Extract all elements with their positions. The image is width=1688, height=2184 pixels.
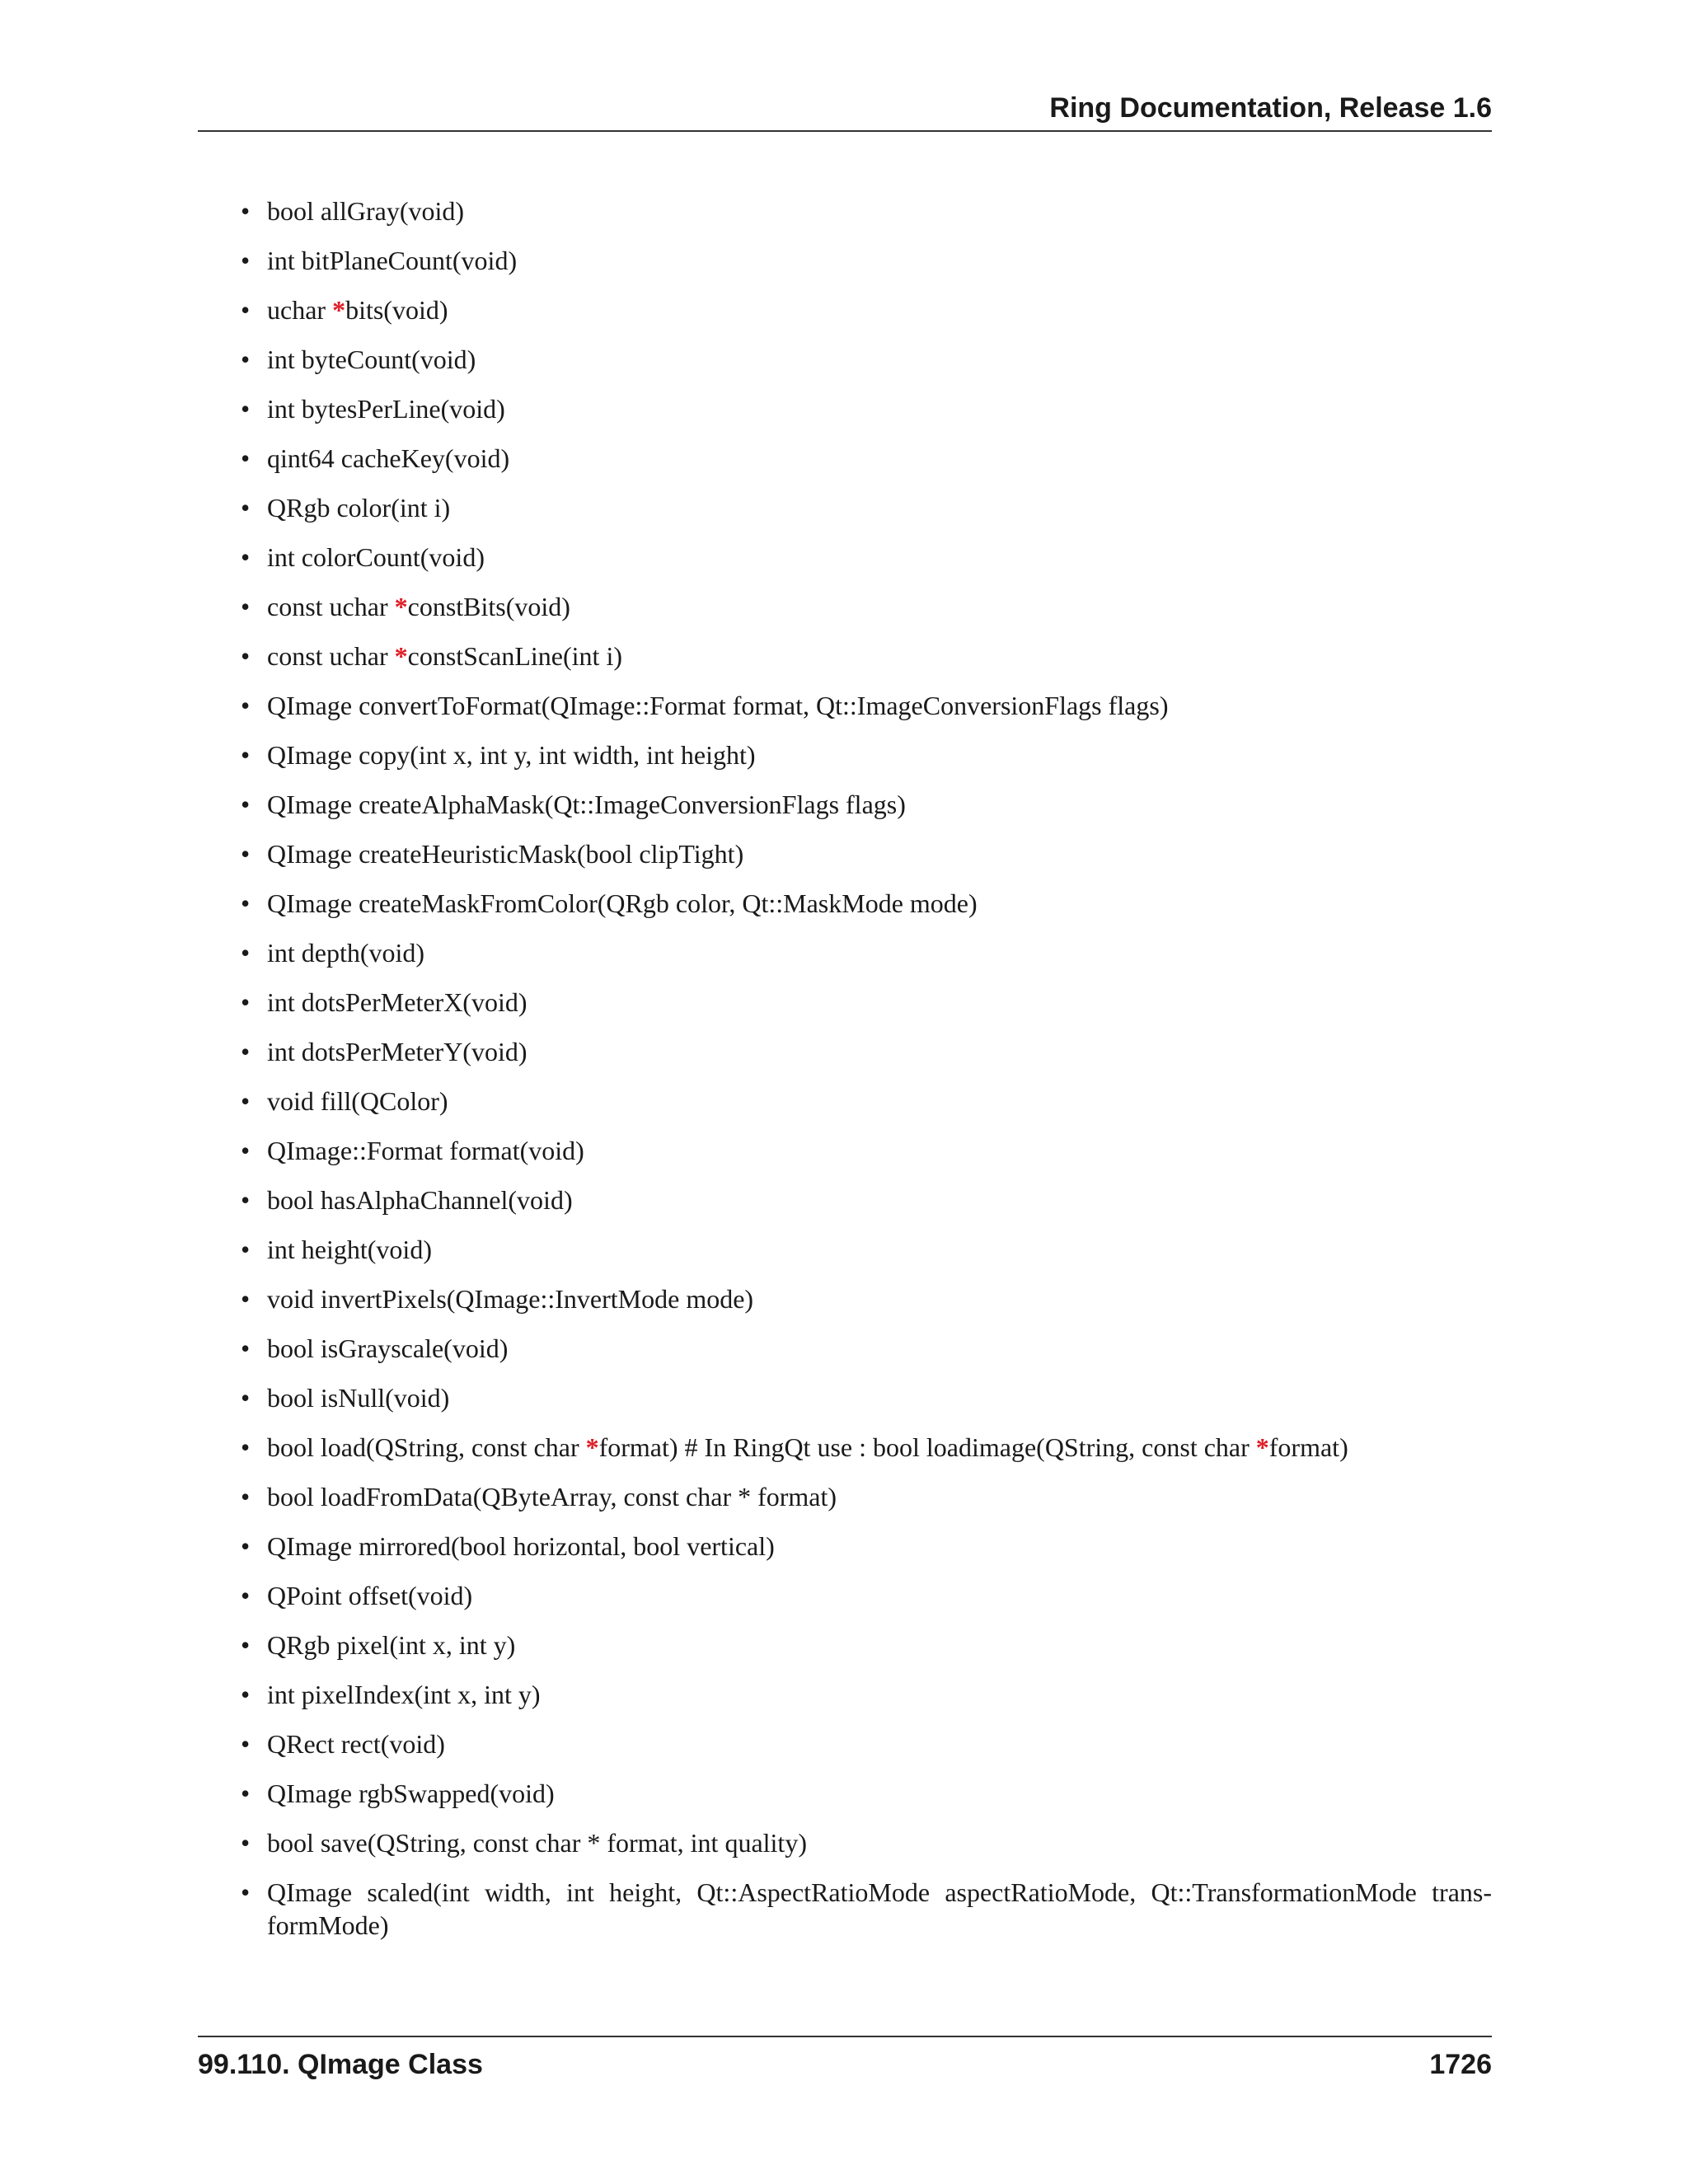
list-item bbox=[198, 442, 1492, 475]
bullet-icon: • bbox=[241, 691, 251, 720]
method-text: bool isNull(void) bbox=[267, 1383, 450, 1413]
bullet-icon: • bbox=[241, 196, 251, 226]
bullet-icon: • bbox=[241, 246, 251, 275]
bullet-icon: • bbox=[241, 790, 251, 819]
bullet-icon: • bbox=[241, 839, 251, 869]
list-item bbox=[198, 392, 1492, 425]
bullet-icon: • bbox=[241, 1877, 251, 1907]
list-item bbox=[198, 1727, 1492, 1760]
method-text: QImage convertToFormat(QImage::Format format, Qt::ImageConversionFlags flags) bbox=[267, 691, 1169, 720]
bullet-icon: • bbox=[241, 1432, 251, 1462]
method-text: QImage rgbSwapped(void) bbox=[267, 1779, 555, 1808]
page-header bbox=[198, 89, 1492, 132]
bullet-icon: • bbox=[241, 1630, 251, 1660]
bullet-icon: • bbox=[241, 542, 251, 572]
list-item bbox=[198, 194, 1492, 227]
list-item bbox=[198, 1530, 1492, 1563]
method-text: QRect rect(void) bbox=[267, 1729, 445, 1759]
bullet-icon: • bbox=[241, 1136, 251, 1165]
bullet-icon: • bbox=[241, 1779, 251, 1808]
list-item bbox=[198, 1183, 1492, 1216]
method-text: int bytesPerLine(void) bbox=[267, 394, 505, 424]
method-text: QImage::Format format(void) bbox=[267, 1136, 584, 1165]
bullet-icon: • bbox=[241, 1333, 251, 1363]
footer-page-number: 1726 bbox=[1429, 2049, 1492, 2080]
method-text: bits(void) bbox=[345, 295, 448, 325]
bullet-icon: • bbox=[241, 1086, 251, 1116]
bullet-icon: • bbox=[241, 888, 251, 918]
bullet-icon: • bbox=[241, 1482, 251, 1511]
list-item bbox=[198, 1035, 1492, 1068]
list-item bbox=[198, 788, 1492, 821]
footer-section-title: 99.110. QImage Class bbox=[198, 2049, 483, 2080]
method-text: QRgb color(int i) bbox=[267, 493, 451, 523]
list-item bbox=[198, 689, 1492, 722]
method-text: const uchar bbox=[267, 592, 395, 621]
bullet-icon: • bbox=[241, 1284, 251, 1314]
list-item bbox=[198, 936, 1492, 969]
method-text: qint64 cacheKey(void) bbox=[267, 443, 510, 473]
method-text: bool load(QString, const char bbox=[267, 1432, 586, 1462]
method-text: int dotsPerMeterX(void) bbox=[267, 987, 528, 1017]
method-text: const uchar bbox=[267, 641, 395, 671]
header-title: Ring Documentation, Release 1.6 bbox=[1049, 92, 1492, 124]
pointer-asterisk: * bbox=[585, 1432, 599, 1462]
bullet-icon: • bbox=[241, 938, 251, 968]
method-text: constScanLine(int i) bbox=[407, 641, 622, 671]
method-text: int byteCount(void) bbox=[267, 344, 476, 374]
method-text: bool loadFromData(QByteArray, const char * format) bbox=[267, 1482, 837, 1511]
method-text: int dotsPerMeterY(void) bbox=[267, 1037, 528, 1066]
method-text: int colorCount(void) bbox=[267, 542, 485, 572]
bullet-icon: • bbox=[241, 1383, 251, 1413]
list-item bbox=[198, 1629, 1492, 1661]
method-text: constBits(void) bbox=[407, 592, 570, 621]
bullet-icon: • bbox=[241, 1828, 251, 1858]
list-item bbox=[198, 1777, 1492, 1810]
bullet-icon: • bbox=[241, 1729, 251, 1759]
list-item bbox=[198, 1381, 1492, 1414]
page-footer bbox=[198, 2036, 1492, 2087]
method-text: QImage mirrored(bool horizontal, bool vertical) bbox=[267, 1531, 775, 1561]
list-item bbox=[198, 293, 1492, 326]
list-item bbox=[198, 1876, 1492, 1942]
list-item bbox=[198, 1678, 1492, 1711]
list-item bbox=[198, 1282, 1492, 1315]
method-text: format) bbox=[1268, 1432, 1348, 1462]
bullet-icon: • bbox=[241, 1680, 251, 1709]
list-item bbox=[198, 986, 1492, 1019]
list-item bbox=[198, 1134, 1492, 1167]
method-text: bool allGray(void) bbox=[267, 196, 465, 226]
list-item bbox=[198, 541, 1492, 574]
method-text: int depth(void) bbox=[267, 938, 425, 968]
list-item bbox=[198, 590, 1492, 623]
list-item bbox=[198, 244, 1492, 277]
method-text: bool isGrayscale(void) bbox=[267, 1333, 509, 1363]
method-text: void invertPixels(QImage::InvertMode mode) bbox=[267, 1284, 754, 1314]
bullet-icon: • bbox=[241, 641, 251, 671]
bullet-icon: • bbox=[241, 1581, 251, 1610]
method-text: QImage createMaskFromColor(QRgb color, Qt::MaskMode mode) bbox=[267, 888, 978, 918]
method-text: bool save(QString, const char * format, int quality) bbox=[267, 1828, 807, 1858]
list-item bbox=[198, 343, 1492, 376]
list-item bbox=[198, 1579, 1492, 1612]
bullet-icon: • bbox=[241, 1235, 251, 1264]
list-item bbox=[198, 491, 1492, 524]
bullet-icon: • bbox=[241, 493, 251, 523]
method-text: QImage createAlphaMask(Qt::ImageConversionFlags flags) bbox=[267, 790, 906, 819]
bullet-icon: • bbox=[241, 295, 251, 325]
list-item bbox=[198, 1233, 1492, 1266]
bullet-icon: • bbox=[241, 1531, 251, 1561]
method-text: int pixelIndex(int x, int y) bbox=[267, 1680, 541, 1709]
pointer-asterisk: * bbox=[394, 592, 408, 621]
list-item bbox=[198, 640, 1492, 673]
method-list bbox=[198, 194, 1492, 1942]
bullet-icon: • bbox=[241, 394, 251, 424]
list-item bbox=[198, 1085, 1492, 1118]
method-text: QImage createHeuristicMask(bool clipTight) bbox=[267, 839, 744, 869]
bullet-icon: • bbox=[241, 740, 251, 770]
method-text: QPoint offset(void) bbox=[267, 1581, 473, 1610]
method-text: QImage copy(int x, int y, int width, int height) bbox=[267, 740, 756, 770]
pointer-asterisk: * bbox=[332, 295, 346, 325]
method-text: uchar bbox=[267, 295, 333, 325]
list-item bbox=[198, 1826, 1492, 1859]
bullet-icon: • bbox=[241, 987, 251, 1017]
list-item bbox=[198, 1332, 1492, 1365]
pointer-asterisk: * bbox=[394, 641, 408, 671]
method-text: QImage scaled(int width, int height, Qt::AspectRatioMode aspectRatioMode, Qt::TransformationMode trans-formMode) bbox=[267, 1877, 1492, 1940]
list-item bbox=[198, 837, 1492, 870]
bullet-icon: • bbox=[241, 1185, 251, 1215]
method-text: bool hasAlphaChannel(void) bbox=[267, 1185, 573, 1215]
method-text: QRgb pixel(int x, int y) bbox=[267, 1630, 516, 1660]
list-item bbox=[198, 738, 1492, 771]
bullet-icon: • bbox=[241, 592, 251, 621]
method-text: int bitPlaneCount(void) bbox=[267, 246, 518, 275]
method-text: int height(void) bbox=[267, 1235, 432, 1264]
list-item bbox=[198, 1480, 1492, 1513]
bullet-icon: • bbox=[241, 1037, 251, 1066]
method-text: void fill(QColor) bbox=[267, 1086, 448, 1116]
list-item bbox=[198, 1431, 1492, 1464]
pointer-asterisk: * bbox=[1255, 1432, 1269, 1462]
list-item bbox=[198, 887, 1492, 920]
method-text: format) # In RingQt use : bool loadimage(QString, const char bbox=[598, 1432, 1256, 1462]
bullet-icon: • bbox=[241, 443, 251, 473]
main-content bbox=[198, 194, 1492, 1958]
bullet-icon: • bbox=[241, 344, 251, 374]
